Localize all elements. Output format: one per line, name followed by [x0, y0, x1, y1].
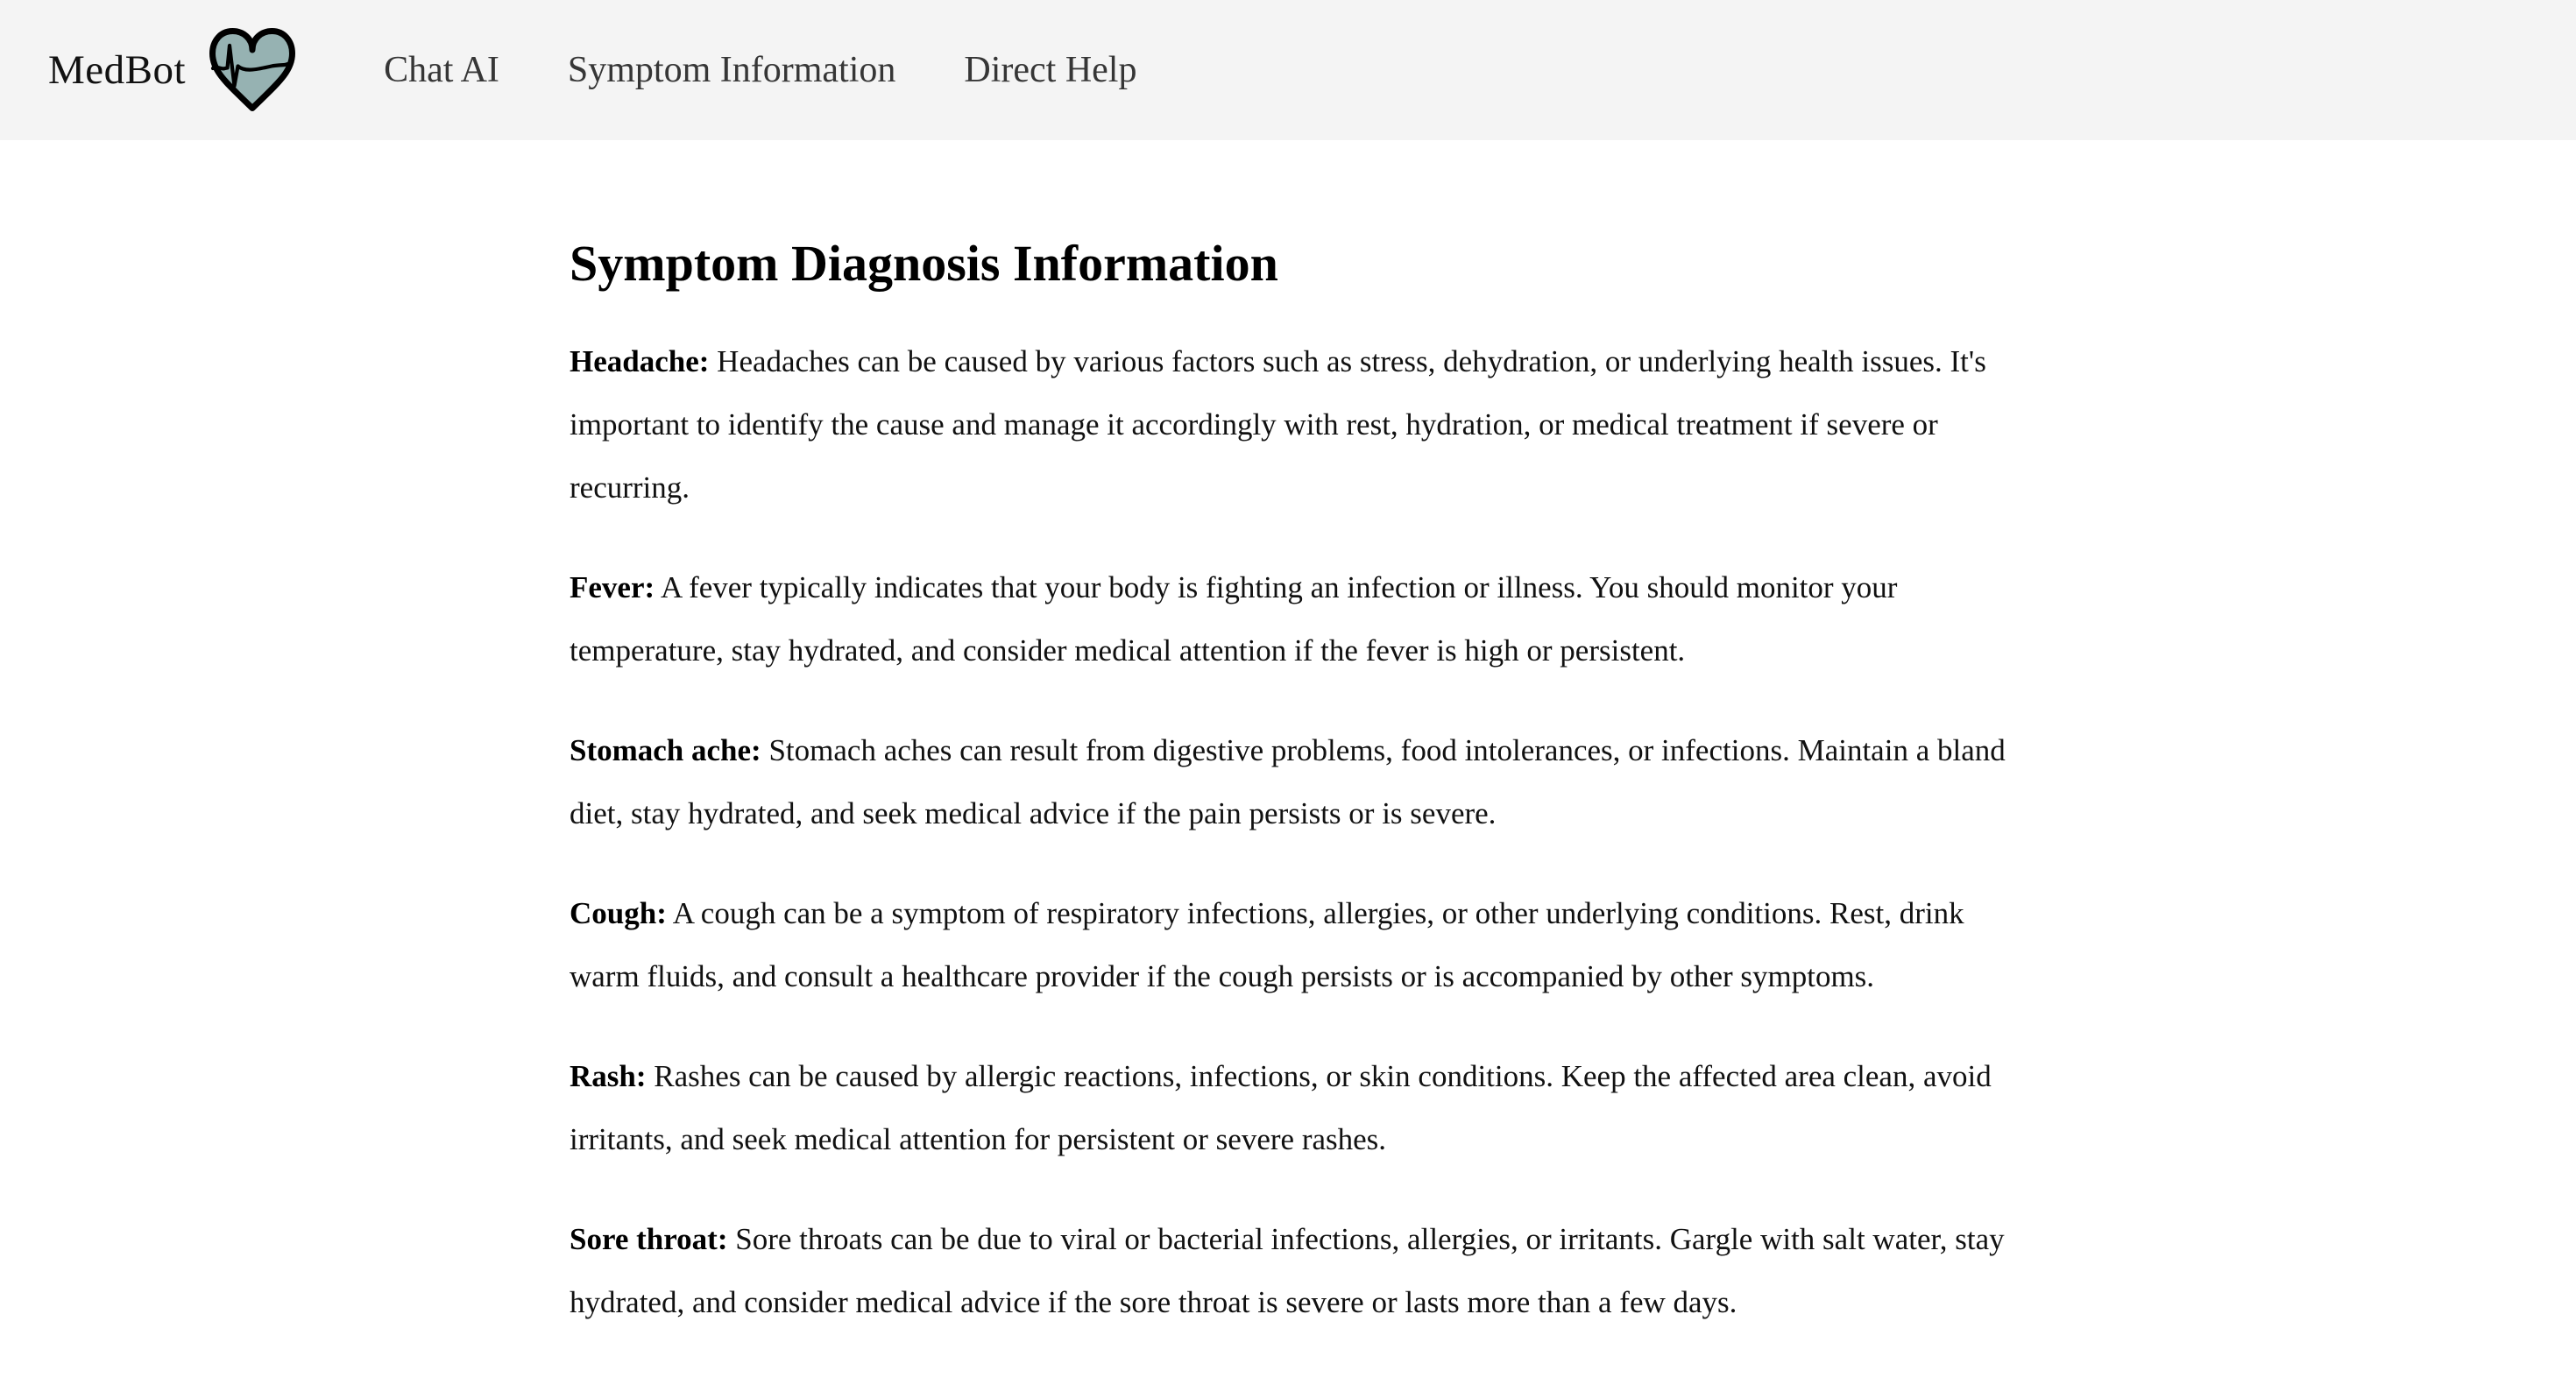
symptom-description: A fever typically indicates that your body is fighting an infection or illness. You should monitor your temperature, stay hydrated, and consider medical attention if the fever is high or persistent.: [570, 569, 1898, 668]
nav-link-chat-ai[interactable]: Chat AI: [384, 50, 499, 90]
symptom-paragraph-sore-throat: [570, 1208, 2006, 1334]
nav-link-direct-help[interactable]: Direct Help: [964, 50, 1137, 90]
symptom-description: Headaches can be caused by various factors such as stress, dehydration, or underlying health issues. It's important to identify the cause and manage it accordingly with rest, hydration, or medical treatment if severe or recurring.: [570, 343, 1986, 505]
site-header: [0, 0, 2576, 140]
symptom-description: Stomach aches can result from digestive problems, food intolerances, or infections. Maintain a bland diet, stay hydrated, and seek medical advice if the pain persists or is severe.: [570, 732, 2006, 830]
symptom-paragraph-stomach-ache: [570, 719, 2006, 845]
symptom-name: Fever:: [570, 569, 655, 604]
symptom-paragraph-fever: [570, 556, 2006, 682]
page-title: Symptom Diagnosis Information: [570, 235, 1278, 292]
symptom-paragraph-rash: [570, 1045, 2006, 1171]
nav-link-symptom-information[interactable]: Symptom Information: [567, 50, 896, 90]
symptom-name: Stomach ache:: [570, 732, 761, 767]
heartbeat-heart-icon: [209, 25, 296, 115]
symptom-description: A cough can be a symptom of respiratory infections, allergies, or other underlying conditions. Rest, drink warm fluids, and consult a healthcare provider if the cough persists or is accompanied by other symptoms.: [570, 895, 1964, 993]
logo-text: MedBot: [48, 47, 187, 93]
main-content: [570, 140, 2006, 1388]
symptom-name: Headache:: [570, 343, 710, 378]
symptom-paragraph-headache: [570, 330, 2006, 519]
symptom-name: Cough:: [570, 895, 667, 930]
symptom-name: Sore throat:: [570, 1221, 728, 1256]
symptom-name: Rash:: [570, 1058, 647, 1093]
symptom-description: Sore throats can be due to viral or bacterial infections, allergies, or irritants. Gargle with salt water, stay hydrated, and consider medical advice if the sore throat is severe or lasts more than a few days.: [570, 1221, 2005, 1319]
symptom-description: Rashes can be caused by allergic reactions, infections, or skin conditions. Keep the affected area clean, avoid irritants, and seek medical attention for persistent or severe rashes.: [570, 1058, 1992, 1156]
main-nav: [384, 49, 1136, 91]
symptom-paragraph-cough: [570, 882, 2006, 1008]
logo-link[interactable]: [48, 25, 296, 115]
